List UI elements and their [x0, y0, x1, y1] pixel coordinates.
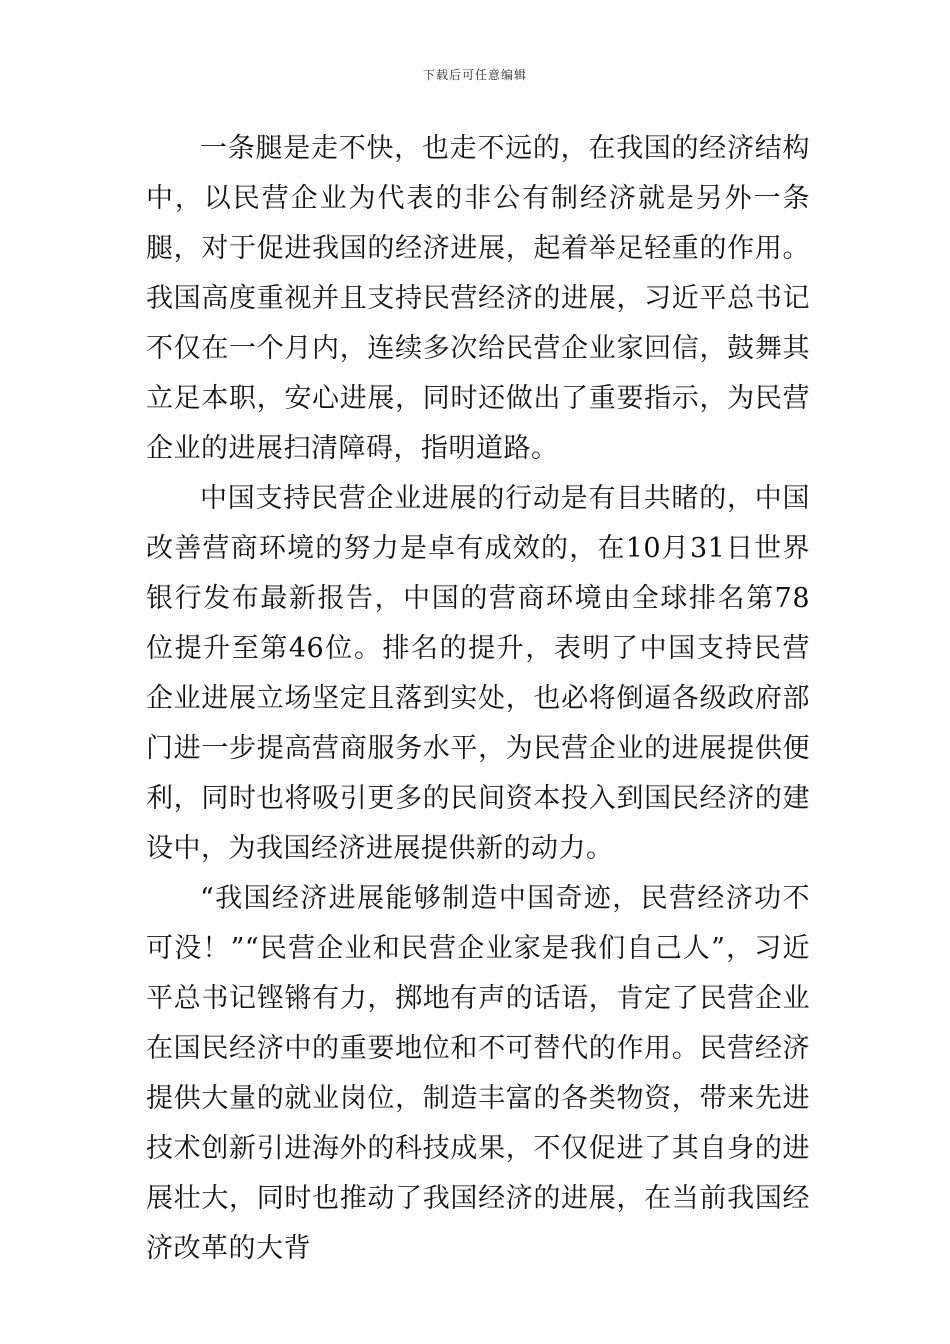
paragraph-2: 中国支持民营企业进展的行动是有目共睹的，中国改善营商环境的努力是卓有成效的，在10月31日世界银行发布最新报告，中国的营商环境由全球排名第78位提升至第46位。排名的提升，表明了中国支持民营企业进展立场坚定且落到实处，也必将倒逼各级政府部门进一步提高营商服务水平，为民营企业的进展提供便利，同时也将吸引更多的民间资本投入到国民经济的建设中，为我国经济进展提供新的动力。: [146, 483, 810, 864]
page-header: 下载后可任意编辑: [422, 68, 527, 82]
paragraph-1: 一条腿是走不快，也走不远的，在我国的经济结构中，以民营企业为代表的非公有制经济就是另外一条腿，对于促进我国的经济进展，起着举足轻重的作用。我国高度重视并且支持民营经济的进展，习近平总书记不仅在一个月内，连续多次给民营企业家回信，鼓舞其立足本职，安心进展，同时还做出了重要指示，为民营企业的进展扫清障碍，指明道路。: [146, 133, 810, 464]
document-body: [146, 124, 810, 1274]
paragraph-3: “我国经济进展能够制造中国奇迹，民营经济功不可没！”“民营企业和民营企业家是我们自己人”，习近平总书记铿锵有力，掷地有声的话语，肯定了民营企业在国民经济中的重要地位和不可替代的作用。民营经济提供大量的就业岗位，制造丰富的各类物资，带来先进技术创新引进海外的科技成果，不仅促进了其自身的进展壮大，同时也推动了我国经济的进展，在当前我国经济改革的大背: [146, 883, 810, 1264]
